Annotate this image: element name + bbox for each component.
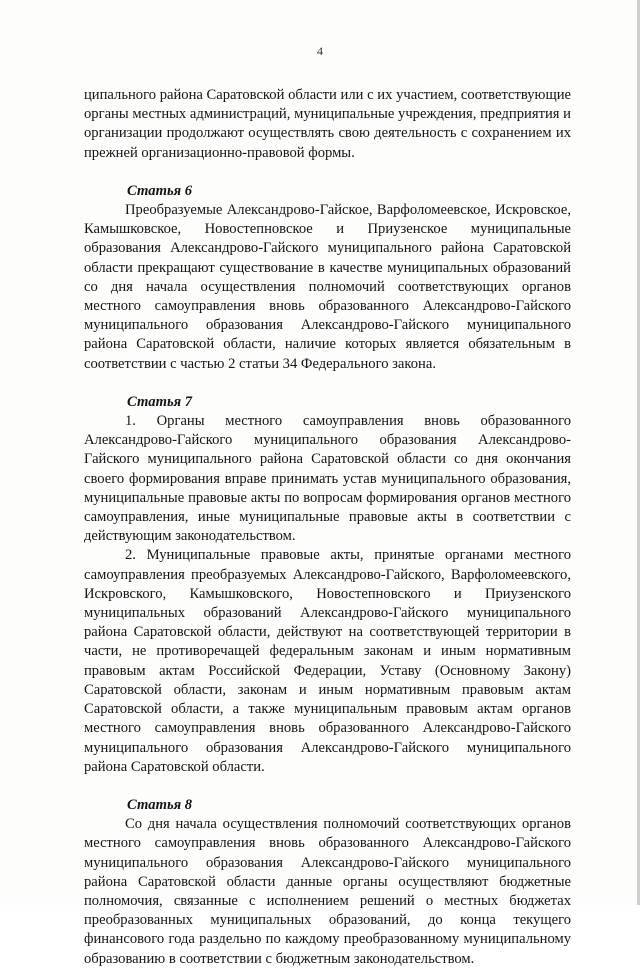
intro-paragraph: ципального района Саратовской области или с их участием, соответствующие органы местных администраций, муниципальные учреждения, предприятия и организации продолжают осуществлять свою деятельность с сохранением их прежней организационно-правовой формы. <box>84 87 571 161</box>
article-paragraph: 2. Муниципальные правовые акты, принятые органами местного самоуправления преобразуемых Александрово-Гайского, Варфоломеевского, Искровского, Камышковского, Новостепновского и Приузенского муниципальных образований Александрово-Гайского муниципального района Саратовской области, действуют на соответствующей территории в части, не противоречащей федеральным законам и иным нормативным правовым актам Российской Федерации, Уставу (Основному Закону) Саратовской области, законам и иным нормативным правовым актам Саратовской области, а также муниципальным правовым актам органов местного самоуправления вновь образованного Александрово-Гайского муниципального образования Александрово-Гайского муниципального района Саратовской области. <box>84 547 571 775</box>
article-8 <box>84 796 571 969</box>
page-number: 4 <box>317 44 323 58</box>
article-heading: Статья 6 <box>127 182 193 199</box>
article-6 <box>84 182 571 374</box>
spacer <box>84 374 571 393</box>
article-heading: Статья 7 <box>127 393 193 410</box>
article-7 <box>84 393 571 777</box>
article-paragraph: 1. Органы местного самоуправления вновь образованного Александрово-Гайского муниципального образования Александрово-Гайского муниципального района Саратовской области со дня окончания своего формирования вправе принимать устав муниципального образования, муниципальные правовые акты по вопросам формирования органов местного самоуправления, иные муниципальные правовые акты в соответствии с действующим законодательством. <box>84 413 571 545</box>
document-body <box>84 86 571 969</box>
article-heading: Статья 8 <box>127 796 193 813</box>
article-paragraph: Со дня начала осуществления полномочий соответствующих органов местного самоуправления вновь образованного Александрово-Гайского муниципального образования Александрово-Гайского муниципального района Саратовской области данные органы осуществляют бюджетные полномочия, связанные с исполнением решений о местных бюджетах преобразованных муниципальных образований, до конца текущего финансового года раздельно по каждому преобразованному муниципальному образованию в соответствии с бюджетным законодательством. <box>84 816 571 967</box>
spacer <box>84 163 571 182</box>
spacer <box>84 777 571 796</box>
article-paragraph: Преобразуемые Александрово-Гайское, Варфоломеевское, Искровское, Камышковское, Новостепновское и Приузенское муниципальные образования Александрово-Гайского муниципального района Саратовской области прекращают существование в качестве муниципальных образований со дня начала осуществления полномочий соответствующих органов местного самоуправления вновь образованного Александрово-Гайского муниципального образования Александрово-Гайского муниципального района Саратовской области, наличие которых является обязательным в соответствии с частью 2 статьи 34 Федерального закона. <box>84 202 571 372</box>
